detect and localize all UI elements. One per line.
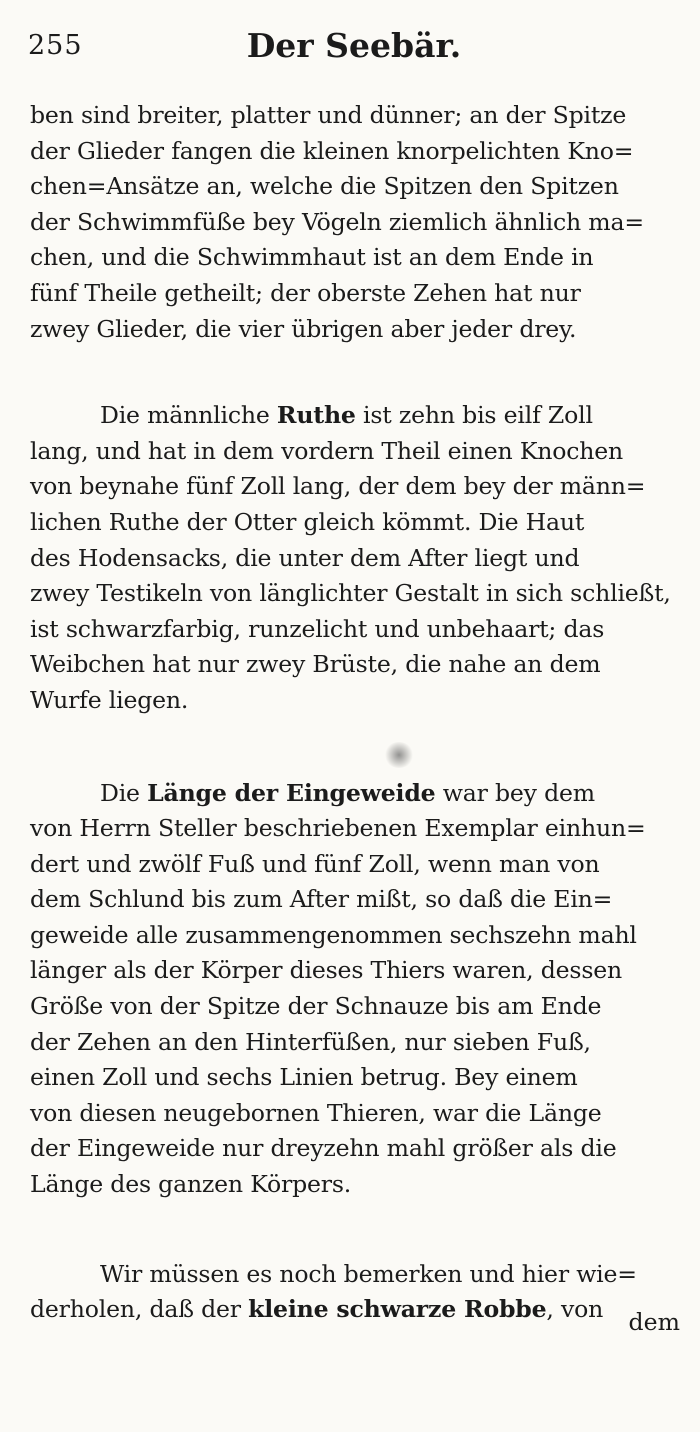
text-line: dem Schlund bis zum After mißt, so daß die Ein= [30, 885, 613, 914]
text-line: Größe von der Spitze der Schnauze bis am Ende [30, 992, 602, 1021]
paragraph-1 [30, 98, 685, 347]
text-line: der Schwimmfüße bey Vögeln ziemlich ähnlich ma= [30, 207, 644, 236]
running-title: Der Seebär. [246, 26, 462, 65]
text-line: Wir müssen es noch bemerken und hier wie= [100, 1259, 637, 1288]
text-line: Länge des ganzen Körpers. [30, 1170, 352, 1199]
text-line: Weibchen hat nur zwey Brüste, die nahe an dem [30, 650, 601, 679]
text-line: fünf Theile getheilt; der oberste Zehen hat nur [30, 278, 581, 307]
emphasis-ruthe: Ruthe [276, 401, 356, 430]
text-run: Die männliche [100, 401, 277, 430]
ink-smudge [384, 742, 414, 768]
text-line [30, 398, 685, 434]
text-line: zwey Glieder, die vier übrigen aber jeder drey. [30, 314, 577, 343]
text-line: von Herrn Steller beschriebenen Exemplar einhun= [30, 814, 646, 843]
text-line: der Zehen an den Hinterfüßen, nur sieben Fuß, [30, 1027, 591, 1056]
page-header [28, 22, 680, 72]
paragraph-4 [30, 1257, 685, 1328]
catchword: dem [628, 1308, 680, 1336]
emphasis-kleine-schwarze-robbe: kleine schwarze Robbe [248, 1295, 547, 1324]
text-line: zwey Testikeln von länglichter Gestalt in sich schließt, [30, 579, 671, 608]
text-line: Wurfe liegen. [30, 685, 189, 714]
text-run: Die [100, 778, 148, 807]
text-line: ben sind breiter, platter und dünner; an der Spitze [30, 101, 627, 129]
text-line: geweide alle zusammengenommen sechszehn mahl [30, 920, 637, 949]
text-line: lichen Ruthe der Otter gleich kömmt. Die Haut [30, 507, 585, 536]
text-line: einen Zoll und sechs Linien betrug. Bey einem [30, 1063, 578, 1092]
text-line: chen=Ansätze an, welche die Spitzen den Spitzen [30, 172, 619, 201]
text-line: lang, und hat in dem vordern Theil einen Knochen [30, 436, 624, 465]
page-number: 255 [28, 30, 83, 61]
text-line: länger als der Körper dieses Thiers waren, dessen [30, 956, 622, 985]
text-line [30, 1292, 685, 1328]
emphasis-laenge-der-eingeweide: Länge der Eingeweide [147, 778, 436, 807]
paragraph-3 [30, 776, 685, 1203]
text-line: der Glieder fangen die kleinen knorpelichten Kno= [30, 136, 634, 165]
text-run: derholen, daß der [30, 1295, 249, 1324]
text-line: der Eingeweide nur dreyzehn mahl größer als die [30, 1134, 617, 1163]
body-text [30, 98, 685, 1328]
text-line: ist schwarzfarbig, runzelicht und unbehaart; das [30, 614, 605, 643]
text-line [30, 776, 685, 812]
text-line: von beynahe fünf Zoll lang, der dem bey der männ= [30, 472, 646, 501]
text-line: des Hodensacks, die unter dem After liegt und [30, 543, 580, 572]
text-run: ist zehn bis eilf Zoll [355, 401, 593, 430]
text-run: war bey dem [435, 778, 595, 807]
text-line: dert und zwölf Fuß und fünf Zoll, wenn man von [30, 849, 600, 878]
text-line: von diesen neugebornen Thieren, war die Länge [30, 1098, 602, 1127]
text-line: chen, und die Schwimmhaut ist an dem Ende in [30, 243, 594, 272]
paragraph-2 [30, 398, 685, 718]
text-run: , von [546, 1295, 604, 1324]
